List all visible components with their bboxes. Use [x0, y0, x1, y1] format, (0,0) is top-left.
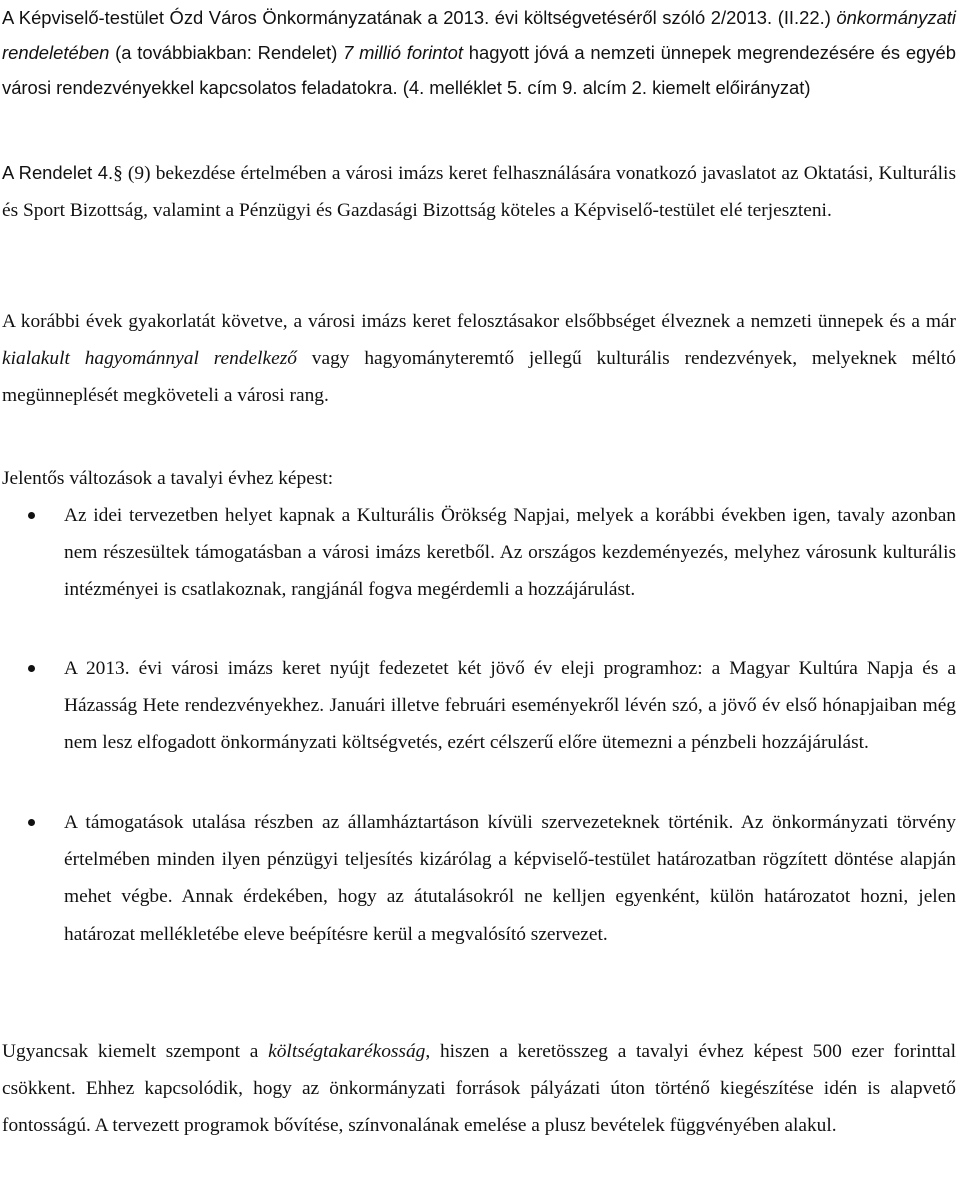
- changes-heading: [2, 460, 956, 497]
- italic-text-run: 7 millió forintot: [343, 42, 463, 63]
- italic-text-run: kialakult hagyománnyal rendelkező: [2, 348, 297, 370]
- list-item-text: A támogatások utalása részben az államháztartáson kívüli szervezeteknek történik. Az önkormányzati törvény értelmében minden ilyen pénzügyi teljesítés kizárólag a képviselő-testület határozatban rögzített döntése alapján mehet végbe. Annak érdekében, hogy az átutalásokról ne kelljen egyenként, külön határozatot hozni, jelen határozat mellékletébe eleve beépítésre kerül a megvalósító szervezet.: [64, 812, 956, 945]
- italic-text-run: önkormányzati rendeletében: [2, 7, 956, 63]
- list-item-text: Az idei tervezetben helyet kapnak a Kulturális Örökség Napjai, melyek a korábbi években igen, tavaly azonban nem részesültek támogatásban a városi imázs keretből. Az országos kezdeményezés, melyhez városunk kulturális intézményei is csatlakoznak, rangjánál fogva megérdemli a hozzájárulást.: [64, 505, 956, 601]
- list-item: [64, 497, 956, 609]
- text-run: A Képviselő-testület Ózd Város Önkormányzatának a 2013. évi költségvetéséről szóló 2/2013. (II.22.): [2, 7, 837, 28]
- bullet-icon: [28, 665, 35, 672]
- bullet-icon: [28, 512, 35, 519]
- text-run: § (9) bekezdése értelmében a városi imázs keret felhasználására vonatkozó javaslatot az Oktatási, Kulturális és Sport Bizottság, valamint a Pénzügyi és Gazdasági Bizottság köteles a Képviselő-testület elé terjeszteni.: [2, 163, 956, 222]
- text-run: hagyott jóvá a nemzeti ünnepek megrendezésére és egyéb városi rendezvényekkel kapcsolatos feladatokra. (4. melléklet 5. cím 9. alcím 2. kiemelt előirányzat): [2, 42, 956, 98]
- list-item-text: A 2013. évi városi imázs keret nyújt fedezetet két jövő év eleji programhoz: a Magyar Kultúra Napja és a Házasság Hete rendezvényekhez. Januári illetve februári eseményekről lévén szó, a jövő év első hónapjaiban még nem lesz elfogadott önkormányzati költségvetés, ezért célszerű előre ütemezni a pénzbeli hozzájárulást.: [64, 658, 956, 754]
- rendelet-paragraph: [2, 154, 956, 229]
- text-run: Ugyancsak kiemelt szempont a: [2, 1041, 269, 1062]
- bullet-icon: [28, 819, 35, 826]
- closing-paragraph: [2, 1033, 956, 1145]
- list-item: [64, 650, 956, 762]
- italic-text-run: költségtakarékosság: [268, 1041, 426, 1062]
- text-run: Jelentős változások a tavalyi évhez képest:: [2, 468, 334, 489]
- text-run: A korábbi évek gyakorlatát követve, a városi imázs keret felosztásakor elsőbbséget élveznek a nemzeti ünnepek és a már: [2, 311, 956, 332]
- previous-years-paragraph: [2, 303, 956, 415]
- text-run: vagy hagyományteremtő jellegű kulturális rendezvények, melyeknek méltó megünneplését megköveteli a városi rang.: [2, 348, 956, 407]
- text-run: , hiszen a keretösszeg a tavalyi évhez képest 500 ezer forinttal csökkent. Ehhez kapcsolódik, hogy az önkormányzati források pályázati úton történő kiegészítése idén is alapvető fontosságú. A tervezett programok bővítése, színvonalának emelése a plusz bevételek függvényében alakul.: [2, 1041, 956, 1137]
- text-run: (a továbbiakban: Rendelet): [109, 42, 344, 63]
- list-item: [64, 804, 956, 953]
- text-run: A Rendelet 4.: [2, 162, 114, 183]
- intro-paragraph: [2, 0, 956, 105]
